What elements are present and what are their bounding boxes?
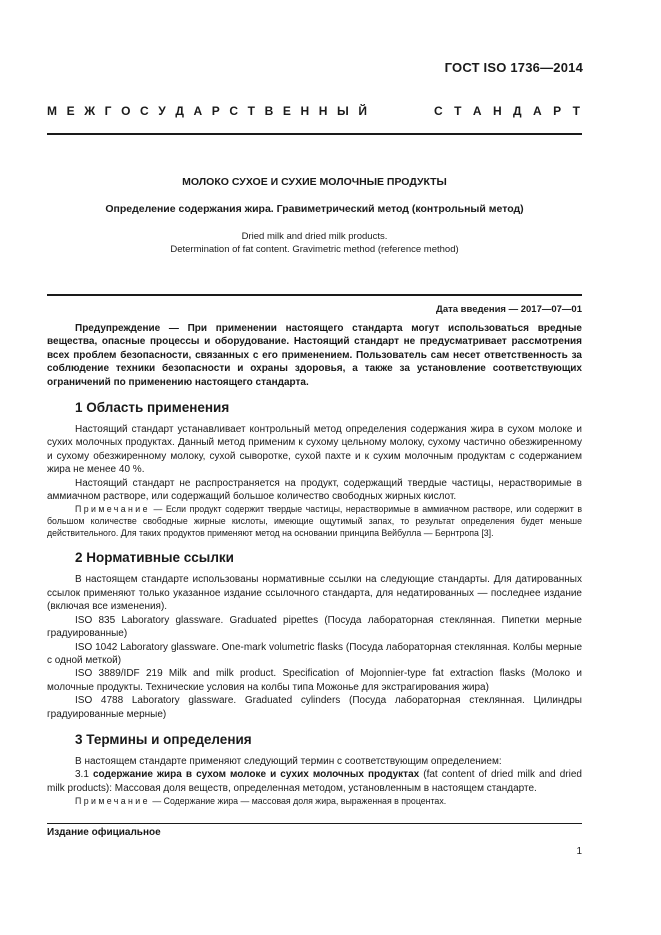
reference-item: ISO 4788 Laboratory glassware. Graduated cylinders (Посуда лабораторная стеклянная. Цилиндры градуированные мерные): [47, 695, 582, 720]
banner-letter: С: [229, 104, 241, 118]
banner-letter: Е: [282, 104, 293, 118]
reference-item: ISO 3889/IDF 219 Milk and milk product. Specification of Mojonnier-type fat extraction flasks (Молоко и молочные продукты. Технические условия на колбы типа Можонье для экстрагирования жира): [47, 668, 582, 693]
banner-letter: О: [121, 104, 133, 118]
banner-letter: А: [472, 104, 484, 118]
term-description: (fat content of dried milk and dried milk products): Массовая доля веществ, определенная методом, установленным в настоящем стандарте.: [47, 769, 582, 794]
banner-letter: Т: [247, 104, 257, 118]
reference-item: ISO 835 Laboratory glassware. Graduated pipettes (Посуда лабораторная стеклянная. Пипетки мерные градуированные): [47, 614, 582, 640]
english-title-line-2: Determination of fat content. Gravimetric method (reference method): [170, 244, 459, 255]
note-text: — Содержание жира — массовая доля жира, выраженная в процентах.: [149, 796, 447, 807]
banner-letter: Т: [572, 104, 582, 118]
banner-letter: Н: [300, 104, 312, 118]
note-label: Примечание: [75, 504, 150, 515]
note-text: — Если продукт содержит твердые частицы, нерастворимые в аммиачном растворе, или содержит в большом количестве свободные жирные кислоты, имеющие ощутимый запах, то результат определения будет меньше действительного. Для таких продуктов применяют метод на основании принципа Вейбулла — Бернтропа [3].: [47, 504, 582, 539]
banner-letter: Й: [358, 104, 369, 118]
banner-word-standard: [434, 104, 582, 118]
banner-letter: А: [533, 104, 544, 118]
title-rule: [47, 294, 582, 296]
banner-letter: С: [434, 104, 445, 118]
banner-letter: Р: [211, 104, 222, 118]
banner-letter: У: [158, 104, 168, 118]
banner-letter: А: [193, 104, 205, 118]
banner-letter: Ж: [84, 104, 98, 118]
banner-letter: Р: [553, 104, 564, 118]
term-name: содержание жира в сухом молоке и сухих молочных продуктах: [92, 769, 420, 781]
section-1-note: [47, 503, 582, 539]
footer-rule: [47, 823, 582, 824]
official-edition-label: Издание официальное: [47, 827, 161, 838]
banner-letter: Г: [104, 104, 114, 118]
banner-letter: Ы: [336, 104, 351, 118]
banner-letter: Н: [492, 104, 504, 118]
section-2-paragraph-1: В настоящем стандарте использованы нормативные ссылки на следующие стандарты. Для датированных ссылок применяют только указанное издание ссылочного стандарта, для недатированных — последнее издание (включая все изменения).: [47, 574, 582, 613]
banner-letter: С: [140, 104, 151, 118]
section-1-paragraph-1: Настоящий стандарт устанавливает контрольный метод определения содержания жира в сухом молоке и сухих молочных продуктах. Данный метод применим к сухому цельному молоку, сухому частично обезжиренному и сухому обезжиренному молоку, сухой сыворотке, сухой пахте и к сухим молочным продуктам с содержанием жира не менее 40 %.: [47, 424, 582, 476]
top-rule: [47, 133, 582, 135]
banner-letter: В: [264, 104, 276, 118]
english-title-line-1: Dried milk and dried milk products.: [241, 231, 388, 242]
section-3-note: [47, 795, 582, 807]
banner-letter: Н: [318, 104, 330, 118]
introduction-date: Дата введения — 2017—07—01: [436, 304, 582, 315]
section-3-heading: 3 Термины и определения: [75, 731, 252, 747]
english-title: [47, 230, 582, 256]
term-definition: [47, 768, 582, 795]
page-number: 1: [576, 846, 582, 857]
document-subtitle: Определение содержания жира. Гравиметрический метод (контрольный метод): [105, 203, 524, 215]
warning-paragraph: Предупреждение — При применении настоящего стандарта могут использоваться вредные вещества, опасные процессы и оборудование. Настоящий стандарт не предусматривает рассмотрения всех проблем безопасности, связанных с его применением. Пользователь сам несет ответственность за соблюдение техники безопасности и охраны здоровья, а также за установление соответствующих ограничений по применению настоящего стандарта.: [47, 323, 582, 388]
section-2-heading: 2 Нормативные ссылки: [75, 550, 234, 566]
banner-letter: М: [47, 104, 59, 118]
document-body: [47, 322, 582, 807]
note-label: Примечание: [75, 796, 150, 807]
reference-item: ISO 1042 Laboratory glassware. One-mark volumetric flasks (Посуда лабораторная стеклянная. Колбы мерные с одной меткой): [47, 641, 582, 666]
standard-banner: [47, 104, 582, 118]
standard-code: ГОСТ ISO 1736—2014: [444, 60, 583, 75]
banner-letter: Д: [175, 104, 186, 118]
banner-letter: Е: [66, 104, 77, 118]
banner-letter: Т: [454, 104, 464, 118]
banner-letter: Д: [513, 104, 524, 118]
section-1-heading: 1 Область применения: [75, 400, 230, 416]
section-1-paragraph-2: Настоящий стандарт не распространяется на продукт, содержащий твердые частицы, нерастворимые в аммиачном растворе, или содержащий большое количество свободных жирных кислот.: [47, 477, 582, 503]
banner-word-interstate: [47, 104, 369, 118]
term-number: 3.1: [75, 769, 93, 781]
section-3-paragraph-1: В настоящем стандарте применяют следующий термин с соответствующим определением:: [75, 755, 502, 767]
document-title: МОЛОКО СУХОЕ И СУХИЕ МОЛОЧНЫЕ ПРОДУКТЫ: [182, 176, 447, 188]
